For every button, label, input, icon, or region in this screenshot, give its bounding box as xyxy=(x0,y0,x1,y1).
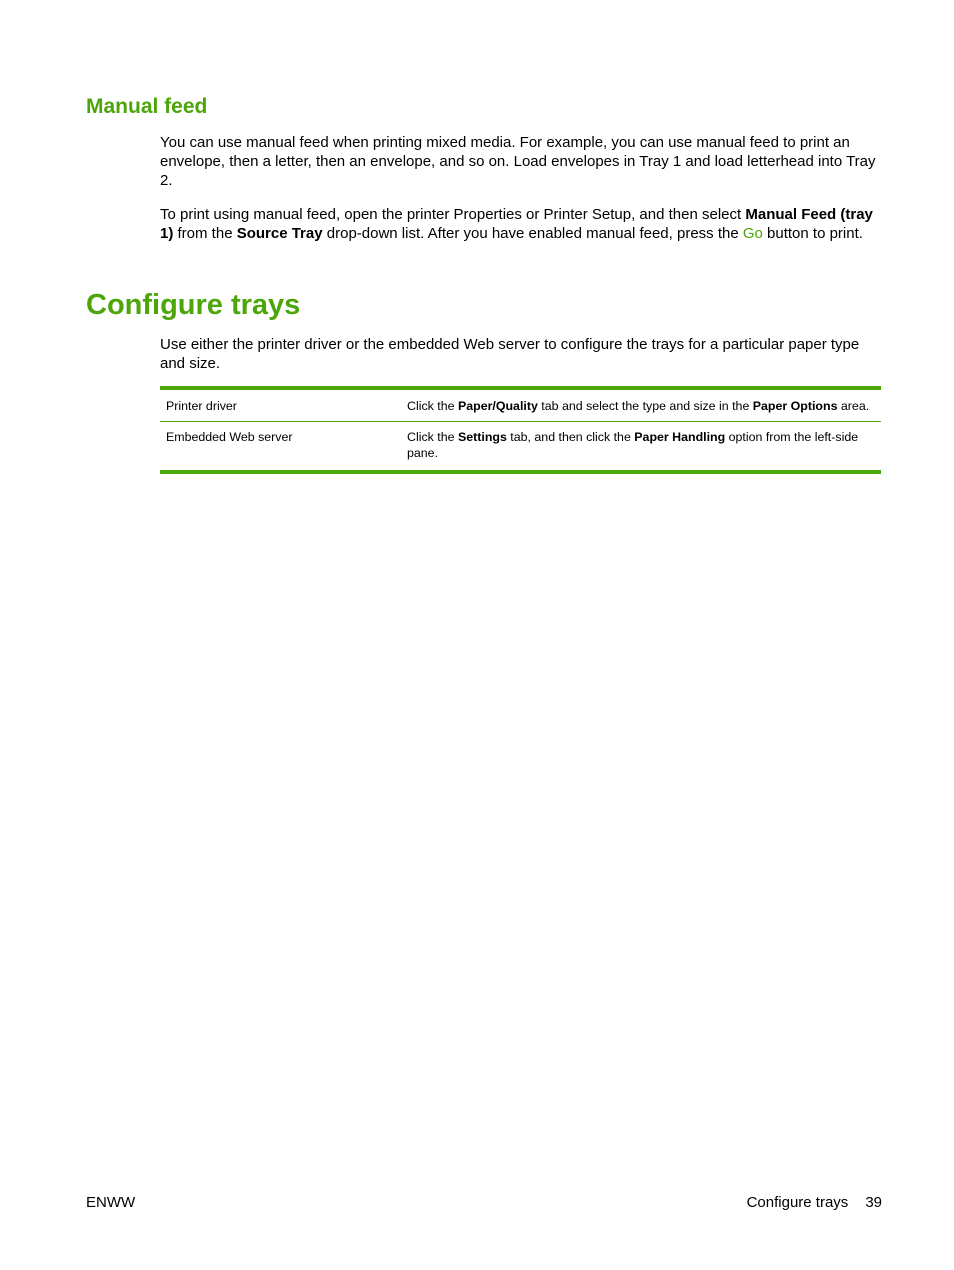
bold-run: Settings xyxy=(457,430,507,444)
table-row xyxy=(160,421,881,470)
text-run: To print using manual feed, open the printer Properties or Printer Setup, and then select xyxy=(160,206,746,223)
section-heading-configure-trays: Configure trays xyxy=(86,289,301,321)
manual-feed-paragraph-1: You can use manual feed when printing mixed media. For example, you can use manual feed to print an envelope, then a letter, then an envelope, and so on. Load envelopes in Tray 1 and load letterhead into Tray 2. xyxy=(160,134,876,189)
text-run: from the xyxy=(173,225,237,242)
bold-run: Paper/Quality xyxy=(457,399,538,413)
text-run: tab, and then click the xyxy=(506,430,635,444)
section-heading-manual-feed: Manual feed xyxy=(86,95,208,118)
text-run: area. xyxy=(837,399,870,413)
text-run: tab and select the type and size in the xyxy=(537,399,753,413)
bold-run-manual-feed-tray: Manual Feed (tray 1) xyxy=(160,206,873,242)
table-cell-instructions xyxy=(400,422,881,470)
footer-right xyxy=(747,1193,882,1212)
configure-trays-paragraph: Use either the printer driver or the embedded Web server to configure the trays for a particular paper type and size. xyxy=(160,336,860,372)
text-run: Click the xyxy=(407,399,458,413)
footer-section-title: Configure trays xyxy=(746,1194,849,1211)
text-run: option from the left-side pane. xyxy=(407,430,859,460)
bold-run-source-tray: Source Tray xyxy=(236,225,323,242)
table-cell-instructions xyxy=(400,390,881,421)
go-button-label: Go xyxy=(742,225,763,242)
configure-trays-table xyxy=(160,386,881,474)
bold-run: Paper Handling xyxy=(634,430,726,444)
text-run: Click the xyxy=(407,430,458,444)
table-cell-method: Printer driver xyxy=(166,399,237,413)
manual-feed-paragraph-2 xyxy=(160,205,884,243)
bold-run: Paper Options xyxy=(752,399,838,413)
text-run: button to print. xyxy=(762,225,863,242)
footer-left-label: ENWW xyxy=(86,1194,136,1211)
text-run: drop-down list. After you have enabled manual feed, press the xyxy=(322,225,743,242)
page-number: 39 xyxy=(865,1194,882,1211)
table-row xyxy=(160,390,881,421)
table-cell-method: Embedded Web server xyxy=(166,430,293,444)
